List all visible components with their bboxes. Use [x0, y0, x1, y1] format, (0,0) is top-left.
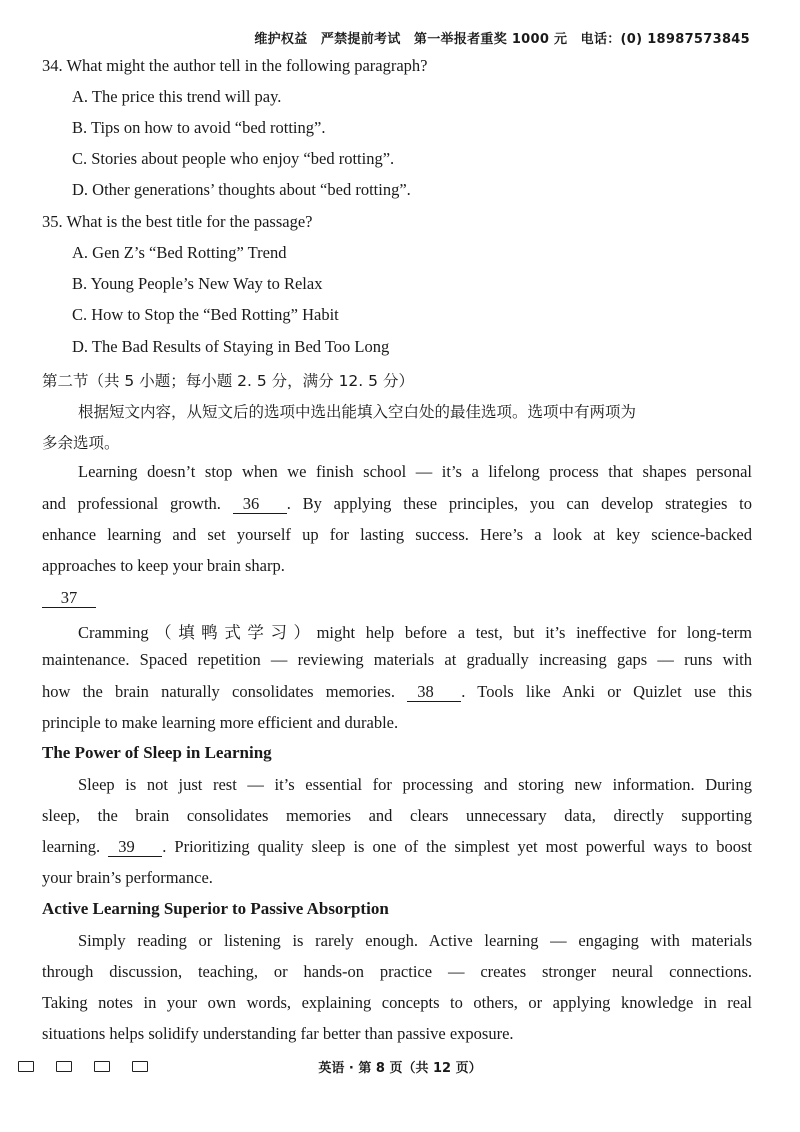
question-35-stem: 35. What is the best title for the passage?: [42, 212, 313, 231]
exam-notice-header: 维护权益 严禁提前考试 第一举报者重奖 1000 元 电话：(0) 18987573845: [254, 32, 750, 47]
passage-p1-line1: Learning doesn’t stop when we finish school — it’s a lifelong process that shapes personal: [78, 462, 752, 481]
question-34-option-a: A. The price this trend will pay.: [72, 87, 282, 106]
passage-p3-line2: sleep, the brain consolidates memories and clears unnecessary data, directly supporting: [42, 806, 752, 825]
passage-p4-line2: through discussion, teaching, or hands-on practice — creates stronger neural connections.: [42, 962, 752, 981]
passage-p4-line3: Taking notes in your own words, explaining concepts to others, or applying knowledge in real: [42, 993, 752, 1012]
passage-p2-line1: Cramming（填鸭式学习）might help before a test, but it’s ineffective for long-term: [78, 623, 752, 642]
section-instruction-line2: 多余选项。: [42, 434, 120, 452]
passage-p1-line4: approaches to keep your brain sharp.: [42, 556, 285, 575]
passage-p1-line3: enhance learning and set yourself up for lasting success. Here’s a look at key science-backed: [42, 525, 752, 544]
question-34-option-c: C. Stories about people who enjoy “bed rotting”.: [72, 149, 395, 168]
question-34-stem: 34. What might the author tell in the following paragraph?: [42, 56, 428, 75]
passage-p3-line1: Sleep is not just rest — it’s essential for processing and storing new information. During: [78, 775, 752, 794]
passage-p4-line4: situations helps solidify understanding far better than passive exposure.: [42, 1024, 514, 1043]
passage-p2-line2: maintenance. Spaced repetition — reviewing materials at gradually increasing gaps — runs with: [42, 650, 752, 669]
blank-39: 39: [108, 838, 162, 857]
passage-p4-line1: Simply reading or listening is rarely enough. Active learning — engaging with materials: [78, 931, 752, 950]
question-34-option-b: B. Tips on how to avoid “bed rotting”.: [72, 118, 326, 137]
question-34-option-d: D. Other generations’ thoughts about “bed rotting”.: [72, 180, 411, 199]
section-title: 第二节（共 5 小题；每小题 2. 5 分，满分 12. 5 分）: [42, 372, 414, 390]
blank-36: 36: [233, 495, 287, 514]
question-35-option-a: A. Gen Z’s “Bed Rotting” Trend: [72, 243, 287, 262]
blank-37: 37: [42, 588, 96, 608]
heading-active-learning: Active Learning Superior to Passive Absorption: [42, 899, 389, 918]
passage-p3-line4: your brain’s performance.: [42, 868, 213, 887]
section-instruction-line1: 根据短文内容，从短文后的选项中选出能填入空白处的最佳选项。选项中有两项为: [78, 403, 637, 421]
question-35-option-d: D. The Bad Results of Staying in Bed Too Long: [72, 337, 390, 356]
passage-p2-line3: how the brain naturally consolidates memories. 38 . Tools like Anki or Quizlet use this: [42, 682, 752, 701]
question-35-option-b: B. Young People’s New Way to Relax: [72, 274, 323, 293]
question-35-option-c: C. How to Stop the “Bed Rotting” Habit: [72, 305, 339, 324]
heading-sleep: The Power of Sleep in Learning: [42, 743, 272, 762]
passage-p3-line3: learning. 39 . Prioritizing quality sleep is one of the simplest yet most powerful ways to boost: [42, 837, 753, 856]
page-number-label: 英语 · 第 8 页（共 12 页）: [318, 1061, 482, 1076]
passage-p2-line4: principle to make learning more efficient and durable.: [42, 713, 399, 732]
blank-38: 38: [407, 683, 461, 702]
passage-p1-line2: and professional growth. 36 . By applying these principles, you can develop strategies to: [42, 494, 753, 513]
